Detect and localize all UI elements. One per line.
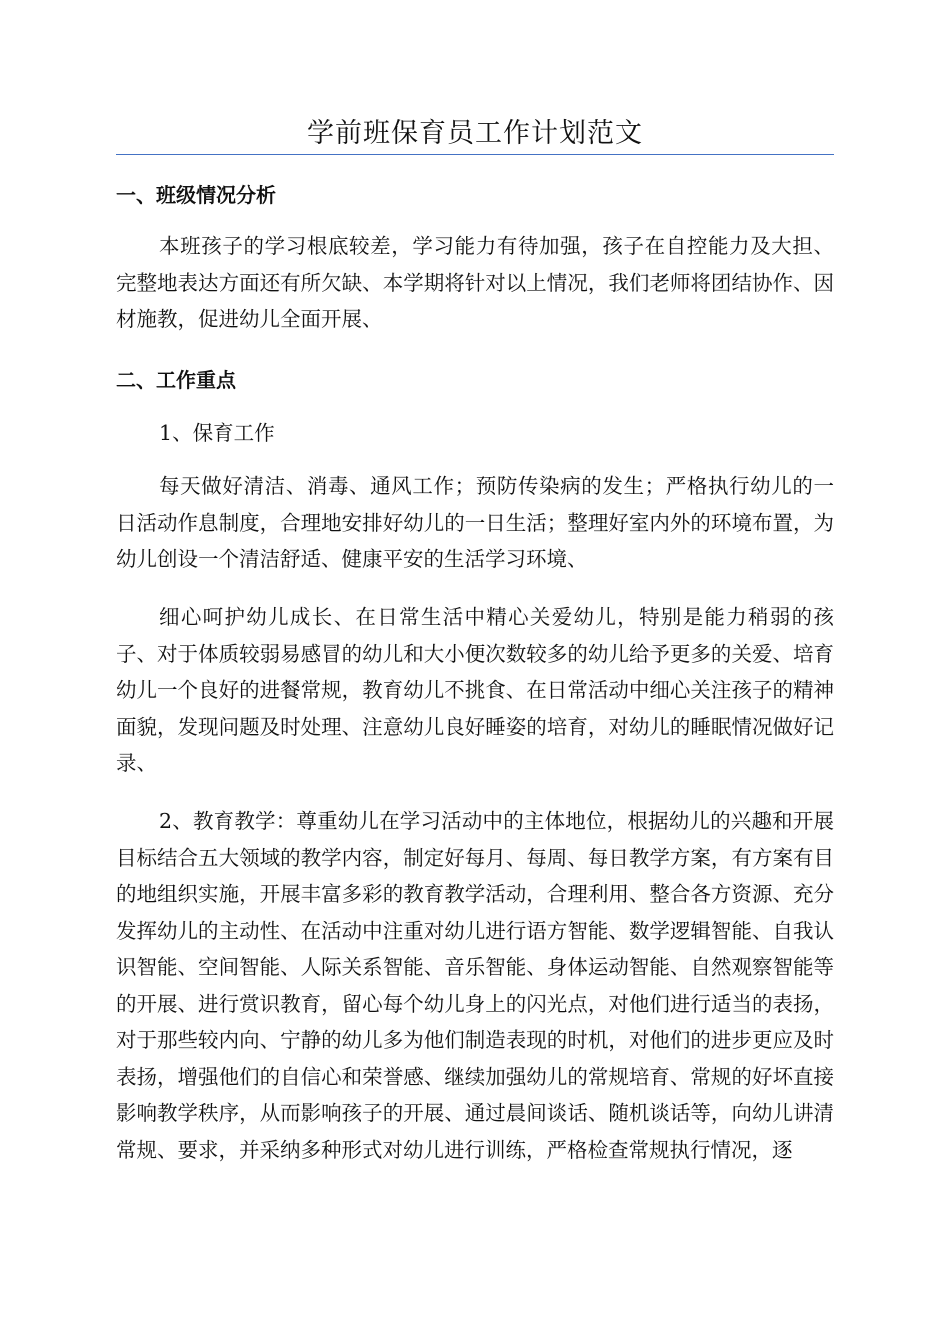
section-heading-class-analysis: 一、班级情况分析 [116, 183, 276, 207]
title-underline [116, 154, 834, 155]
section-heading-work-focus: 二、工作重点 [116, 368, 236, 392]
document-title: 学前班保育员工作计划范文 [307, 118, 643, 149]
paragraph-caring-growth: 细心呵护幼儿成长、在日常生活中精心关爱幼儿，特别是能力稍弱的孩子、对于体质较弱易感冒的幼儿和大小便次数较多的幼儿给予更多的关爱、培育幼儿一个良好的进餐常规，教育幼儿不挑食、在日常活动中细心关注孩子的精神面貌，发现问题及时处理、注意幼儿良好睡姿的培育，对幼儿的睡眠情况做好记录、 [116, 605, 834, 775]
paragraph-daily-care: 每天做好清洁、消毒、通风工作；预防传染病的发生；严格执行幼儿的一日活动作息制度，合理地安排好幼儿的一日生活；整理好室内外的环境布置，为幼儿创设一个清洁舒适、健康平安的生活学习环境、 [116, 474, 834, 571]
paragraph-class-analysis: 本班孩子的学习根底较差，学习能力有待加强，孩子在自控能力及大担、完整地表达方面还有所欠缺、本学期将针对以上情况，我们老师将团结协作、因材施教，促进幼儿全面开展、 [116, 234, 834, 331]
subheading-care-work: 1、保育工作 [159, 421, 275, 445]
paragraph-education-teaching: 2、教育教学：尊重幼儿在学习活动中的主体地位，根据幼儿的兴趣和开展目标结合五大领域的教学内容，制定好每月、每周、每日教学方案，有方案有目的地组织实施，开展丰富多彩的教育教学活动，合理利用、整合各方资源、充分发挥幼儿的主动性、在活动中注重对幼儿进行语方智能、数学逻辑智能、自我认识智能、空间智能、人际关系智能、音乐智能、身体运动智能、自然观察智能等的开展、进行赏识教育，留心每个幼儿身上的闪光点，对他们进行适当的表扬，对于那些较内向、宁静的幼儿多为他们制造表现的时机，对他们的进步更应及时表扬，增强他们的自信心和荣誉感、继续加强幼儿的常规培育、常规的好坏直接影响教学秩序，从而影响孩子的开展、通过晨间谈话、随机谈话等，向幼儿讲清常规、要求，并采纳多种形式对幼儿进行训练，严格检查常规执行情况，逐 [116, 809, 834, 1162]
